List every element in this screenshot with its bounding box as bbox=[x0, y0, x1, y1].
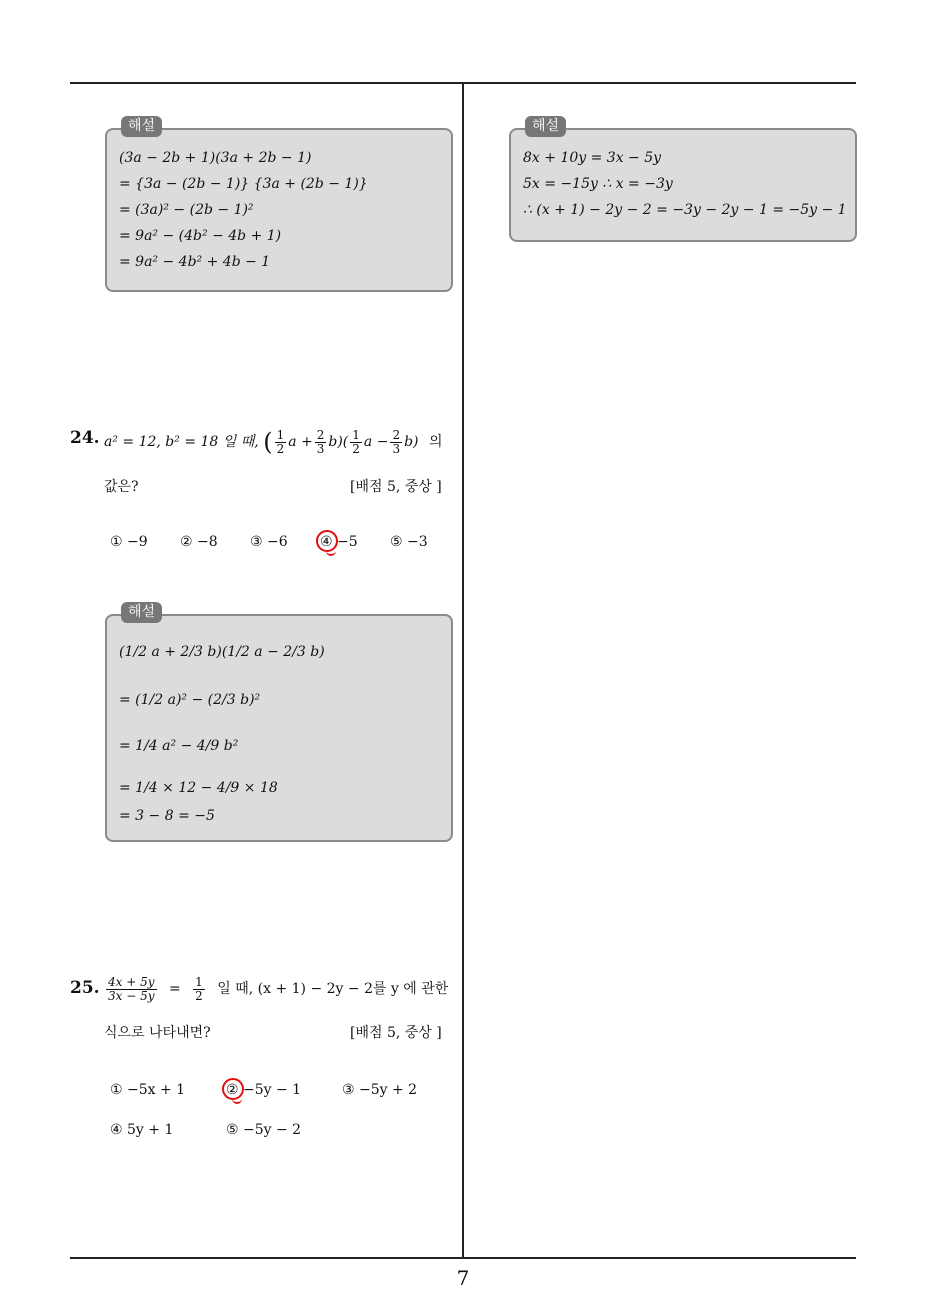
choice-5[interactable]: ⑤ −5y − 2 bbox=[226, 1122, 302, 1138]
term: b)( bbox=[328, 434, 349, 450]
fraction: $\frac{4x + 5y}{3x - 5y}$ bbox=[108, 975, 155, 1003]
solution-line: = (3a)² − (2b − 1)² bbox=[119, 202, 254, 218]
choice-4[interactable]: ④ −5 bbox=[320, 534, 358, 550]
fraction: $\frac{1}{2}$ bbox=[195, 975, 203, 1003]
question-condition: a² = 12, b² = 18 일 때, bbox=[104, 434, 259, 450]
fraction: $\frac{2}{3}$ bbox=[316, 427, 325, 456]
choice-1[interactable]: ① −5x + 1 bbox=[110, 1082, 186, 1098]
question-24-text bbox=[104, 428, 443, 456]
choice-3[interactable]: ③ −6 bbox=[250, 534, 288, 550]
solution-line: (1/2 a + 2/3 b)(1/2 a − 2/3 b) bbox=[119, 644, 325, 660]
solution-line: = 9a² − (4b² − 4b + 1) bbox=[119, 228, 282, 244]
solution-box-24 bbox=[105, 604, 453, 842]
solution-line: 5x = −15y ∴ x = −3y bbox=[523, 176, 673, 192]
bottom-rule bbox=[70, 1257, 856, 1259]
solution-line: = (1/2 a)² − (2/3 b)² bbox=[119, 692, 261, 708]
question-number: 24. bbox=[70, 428, 100, 448]
question-24-line2: 값은? bbox=[104, 479, 139, 495]
answer-mark bbox=[316, 530, 338, 552]
question-score: [배점 5, 중상 ] bbox=[350, 1025, 442, 1041]
solution-line: = 1/4 a² − 4/9 b² bbox=[119, 738, 239, 754]
solution-line: (3a − 2b + 1)(3a + 2b − 1) bbox=[119, 150, 312, 166]
solution-line: 8x + 10y = 3x − 5y bbox=[523, 150, 662, 166]
question-tail: 의 bbox=[428, 434, 443, 450]
term: a + bbox=[288, 434, 313, 450]
choice-2[interactable]: ② −5y − 1 bbox=[226, 1082, 302, 1098]
fraction: $\frac{1}{2}$ bbox=[276, 427, 285, 456]
choice-3[interactable]: ③ −5y + 2 bbox=[342, 1082, 418, 1098]
choice-5[interactable]: ⑤ −3 bbox=[390, 534, 428, 550]
term: b) bbox=[404, 434, 419, 450]
solution-line: = 1/4 × 12 − 4/9 × 18 bbox=[119, 780, 278, 796]
question-25-text bbox=[104, 976, 448, 1002]
term: a − bbox=[363, 434, 389, 450]
solution-line: = 3 − 8 = −5 bbox=[119, 808, 215, 824]
solution-tag: 해설 bbox=[121, 116, 162, 137]
solution-box-right bbox=[509, 118, 857, 242]
question-25-line2: 식으로 나타내면? bbox=[104, 1025, 211, 1041]
question-number: 25. bbox=[70, 978, 100, 998]
solution-tag: 해설 bbox=[121, 602, 162, 623]
solution-box-23 bbox=[105, 118, 453, 292]
fraction: $\frac{1}{2}$ bbox=[352, 427, 360, 456]
paren-open: ( bbox=[263, 428, 273, 456]
solution-line: = {3a − (2b − 1)} {3a + (2b − 1)} bbox=[119, 176, 368, 192]
answer-mark bbox=[222, 1078, 244, 1100]
equals: = bbox=[168, 981, 181, 998]
solution-tag: 해설 bbox=[525, 116, 566, 137]
choice-1[interactable]: ① −9 bbox=[110, 534, 148, 550]
page-number: 7 bbox=[456, 1266, 470, 1290]
solution-line: = 9a² − 4b² + 4b − 1 bbox=[119, 254, 271, 270]
choice-2[interactable]: ② −8 bbox=[180, 534, 218, 550]
question-score: [배점 5, 중상 ] bbox=[350, 479, 442, 495]
fraction: $\frac{2}{3}$ bbox=[392, 427, 401, 456]
question-condition: 일 때, (x + 1) − 2y − 2를 y 에 관한 bbox=[217, 981, 449, 998]
column-divider bbox=[462, 82, 464, 1258]
solution-line: ∴ (x + 1) − 2y − 2 = −3y − 2y − 1 = −5y − 1 bbox=[523, 202, 847, 218]
choice-4[interactable]: ④ 5y + 1 bbox=[110, 1122, 174, 1138]
